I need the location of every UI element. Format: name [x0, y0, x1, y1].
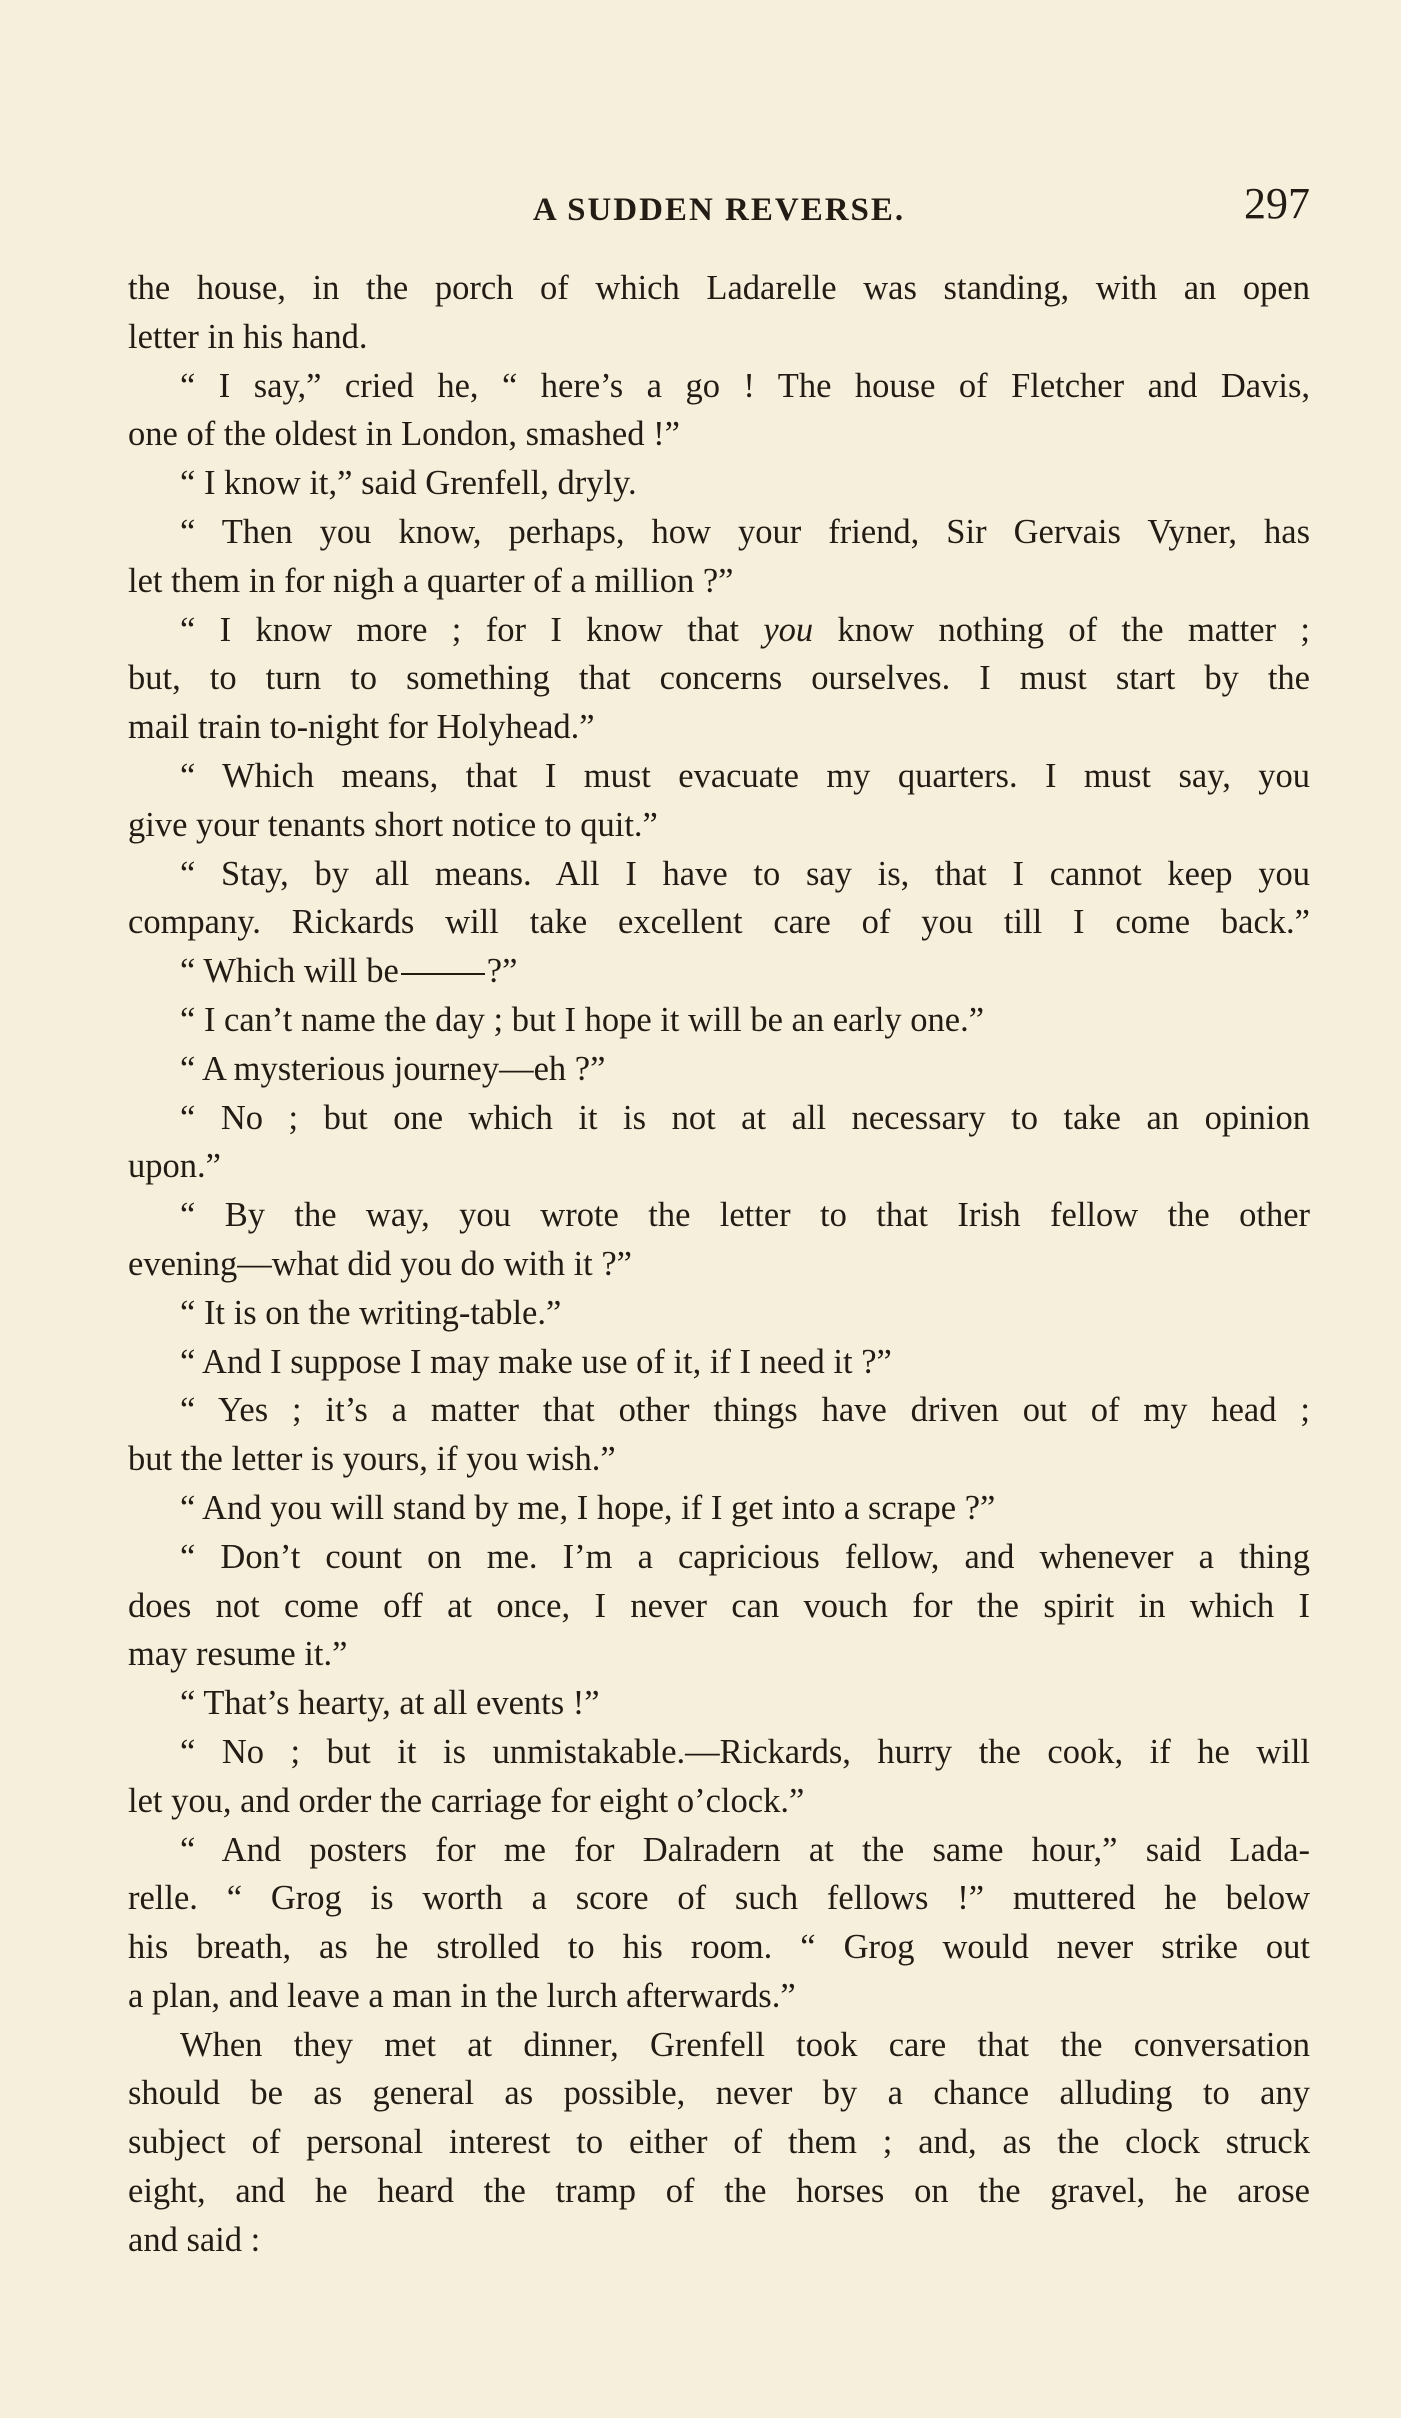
text-segment: “ I know more ; for I know that	[180, 610, 739, 649]
italic-word: you	[763, 610, 814, 649]
text-line: but the letter is yours, if you wish.”	[128, 1440, 616, 1479]
text-segment: know nothing of the matter ;	[837, 610, 1311, 649]
text-line: “ No ; but it is unmistakable.—Rickards, hurry the cook, if he will	[180, 1732, 1310, 1771]
text-line: When they met at dinner, Grenfell took care that the conversation	[180, 2025, 1310, 2064]
text-segment: ?”	[486, 952, 518, 991]
text-line: “ I know it,” said Grenfell, dryly.	[180, 464, 637, 503]
text-line: “ A mysterious journey—eh ?”	[180, 1049, 606, 1088]
text-line: “ Yes ; it’s a matter that other things have driven out of my head ;	[180, 1391, 1310, 1430]
text-segment: “ Which will be	[180, 952, 399, 991]
text-line: “ Then you know, perhaps, how your friend, Sir Gervais Vyner, has	[180, 512, 1310, 551]
text-line: and said :	[128, 2220, 261, 2259]
text-line: “ No ; but one which it is not at all necessary to take an opinion	[180, 1098, 1310, 1137]
text-line: letter in his hand.	[128, 317, 368, 356]
page-number: 297	[1244, 179, 1310, 228]
text-line: the house, in the porch of which Ladarelle was standing, with an open	[128, 269, 1310, 307]
text-line: “ And you will stand by me, I hope, if I get into a scrape ?”	[180, 1488, 996, 1527]
text-line: “ And I suppose I may make use of it, if I need it ?”	[180, 1342, 892, 1381]
text-line: “ Which means, that I must evacuate my quarters. I must say, you	[180, 756, 1310, 795]
text-line	[128, 947, 1310, 996]
body-text	[128, 264, 1310, 2265]
text-line: may resume it.”	[128, 1635, 348, 1674]
text-line: evening—what did you do with it ?”	[128, 1244, 632, 1283]
running-title: A SUDDEN REVERSE.	[532, 192, 906, 228]
text-line: one of the oldest in London, smashed !”	[128, 415, 680, 454]
text-line: does not come off at once, I never can vouch for the spirit in which I	[128, 1586, 1310, 1625]
text-line: upon.”	[128, 1147, 221, 1186]
text-line: “ I can’t name the day ; but I hope it will be an early one.”	[180, 1000, 985, 1039]
text-line: let you, and order the carriage for eight o’clock.”	[128, 1781, 805, 1820]
text-line: “ By the way, you wrote the letter to that Irish fellow the other	[180, 1196, 1310, 1235]
em-dash-rule	[401, 973, 485, 975]
text-line: let them in for nigh a quarter of a million ?”	[128, 561, 734, 600]
text-line: “ Don’t count on me. I’m a capricious fellow, and whenever a thing	[180, 1537, 1310, 1576]
text-line: relle. “ Grog is worth a score of such fellows !” muttered he below	[128, 1879, 1310, 1918]
text-line	[128, 606, 1310, 655]
text-line: “ That’s hearty, at all events !”	[180, 1684, 600, 1723]
text-line: “ And posters for me for Dalradern at the same hour,” said Lada-	[180, 1830, 1310, 1869]
text-line: “ I say,” cried he, “ here’s a go ! The house of Fletcher and Davis,	[180, 366, 1310, 405]
text-line: his breath, as he strolled to his room. “ Grog would never strike out	[128, 1928, 1310, 1967]
text-line: should be as general as possible, never by a chance alluding to any	[128, 2074, 1310, 2113]
text-line: subject of personal interest to either of them ; and, as the clock struck	[128, 2123, 1310, 2162]
text-line: a plan, and leave a man in the lurch afterwards.”	[128, 1976, 796, 2015]
text-line: “ It is on the writing-table.”	[180, 1293, 562, 1332]
text-line: “ Stay, by all means. All I have to say is, that I cannot keep you	[180, 854, 1310, 893]
text-line: company. Rickards will take excellent care of you till I come back.”	[128, 903, 1310, 942]
text-line: mail train to-night for Holyhead.”	[128, 708, 595, 747]
text-line: eight, and he heard the tramp of the horses on the gravel, he arose	[128, 2172, 1310, 2211]
text-line: give your tenants short notice to quit.”	[128, 805, 658, 844]
page-header	[128, 179, 1310, 242]
text-line: but, to turn to something that concerns ourselves. I must start by the	[128, 659, 1310, 698]
